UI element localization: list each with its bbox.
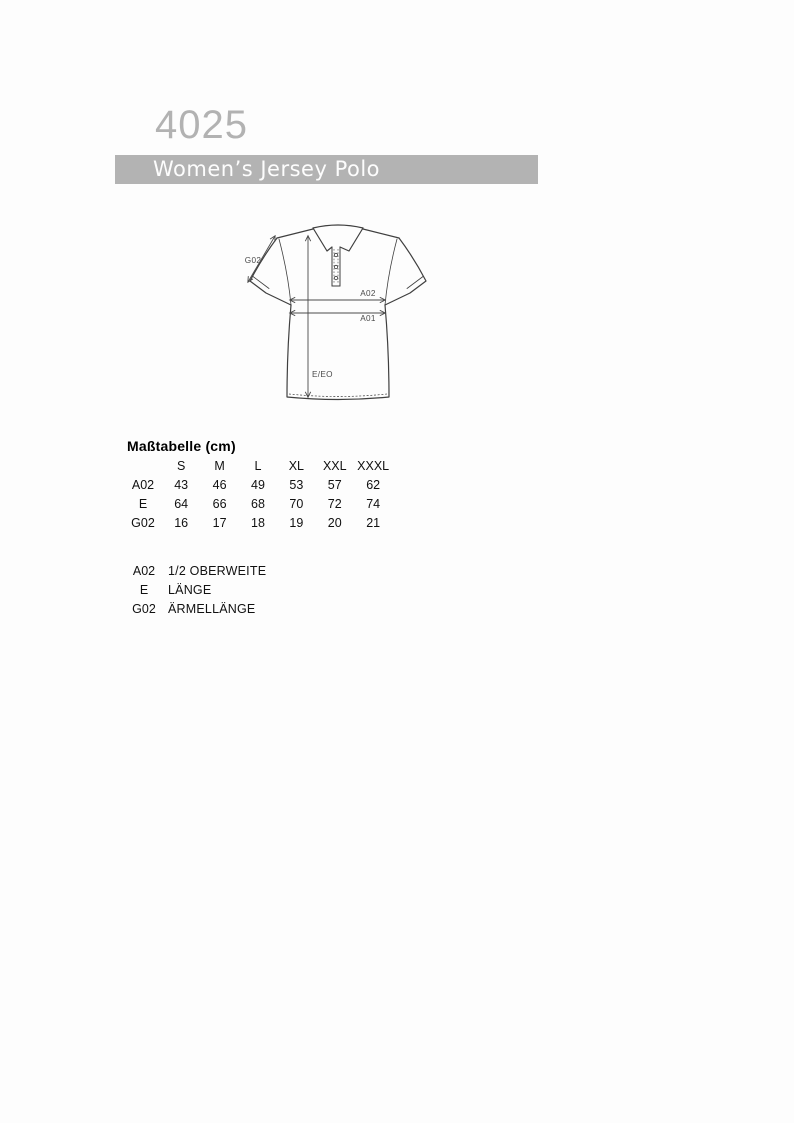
size-table xyxy=(124,457,392,533)
size-column-header: L xyxy=(254,459,262,473)
legend-description: ÄRMELLÄNGE xyxy=(168,602,256,616)
measure-value: 64 xyxy=(174,497,189,511)
hem-stitch-line xyxy=(289,394,387,397)
button-2 xyxy=(334,265,337,268)
measure-value: 46 xyxy=(212,478,227,492)
chest-upper-label: A02 xyxy=(360,289,376,298)
size-column-header: XXL xyxy=(322,459,347,473)
legend-code: E xyxy=(139,583,149,597)
measure-value: 21 xyxy=(366,516,381,530)
button-3 xyxy=(334,276,337,279)
measure-value: 62 xyxy=(366,478,381,492)
measure-row-label: E xyxy=(138,497,148,511)
sleeve-length-label: G02 xyxy=(244,256,262,265)
measure-value: 49 xyxy=(251,478,265,492)
legend-code: A02 xyxy=(132,564,156,578)
product-name: Women’s Jersey Polo xyxy=(153,157,381,181)
legend-code: G02 xyxy=(132,602,156,616)
legend-row xyxy=(127,562,266,581)
measure-value: 66 xyxy=(212,497,227,511)
polo-shirt-drawing xyxy=(225,205,465,415)
measure-value: 16 xyxy=(174,516,189,530)
product-number: 4025 xyxy=(155,103,248,147)
measure-value: 18 xyxy=(251,516,265,530)
measure-value: 20 xyxy=(327,516,342,530)
size-table-corner-cell xyxy=(124,457,162,476)
measure-row-label: A02 xyxy=(131,478,155,492)
measure-value: 43 xyxy=(174,478,189,492)
measure-value: 17 xyxy=(212,516,227,530)
polo-measurement-diagram xyxy=(225,205,465,415)
button-placket xyxy=(332,247,340,286)
legend-row xyxy=(127,600,266,619)
button-1 xyxy=(334,253,337,256)
measure-value: 74 xyxy=(366,497,381,511)
measure-value: 53 xyxy=(289,478,304,492)
length-label: E/EO xyxy=(312,370,333,379)
measure-value: 68 xyxy=(251,497,265,511)
measure-row-label: G02 xyxy=(131,516,155,530)
product-title-bar xyxy=(115,155,538,184)
legend-description: 1/2 OBERWEITE xyxy=(168,564,267,578)
measure-value: 57 xyxy=(327,478,342,492)
measure-value: 19 xyxy=(289,516,304,530)
measurement-legend xyxy=(127,562,266,619)
shirt-outline xyxy=(250,225,426,400)
size-table-title: Maßtabelle (cm) xyxy=(127,438,236,454)
chest-lower-label: A01 xyxy=(360,314,376,323)
size-column-header: M xyxy=(214,459,225,473)
size-column-header: XXXL xyxy=(357,459,390,473)
measure-value: 72 xyxy=(327,497,342,511)
size-column-header: S xyxy=(177,459,186,473)
measure-value: 70 xyxy=(289,497,304,511)
legend-description: LÄNGE xyxy=(168,583,212,597)
legend-row xyxy=(127,581,266,600)
size-column-header: XL xyxy=(288,459,305,473)
